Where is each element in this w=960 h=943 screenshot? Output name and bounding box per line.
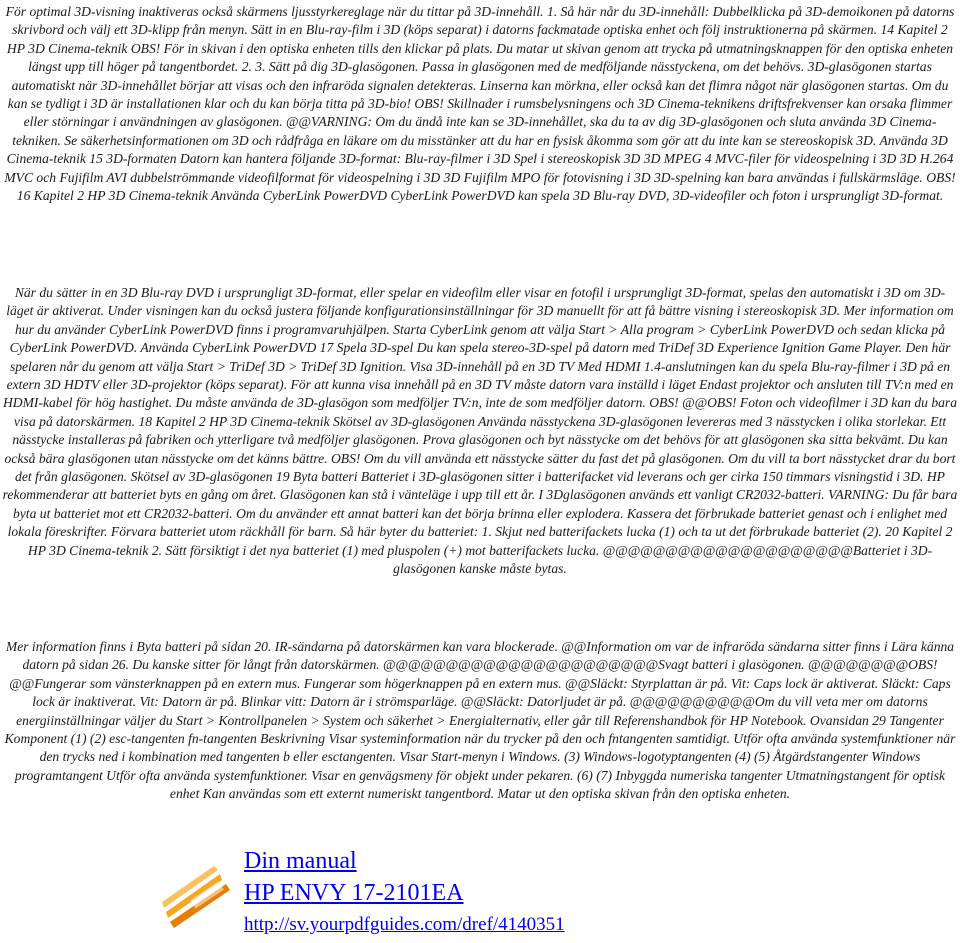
- pdf-guides-logo-icon: [160, 860, 238, 930]
- footer-links: [160, 846, 680, 938]
- model-link[interactable]: HP ENVY 17-2101EA: [244, 880, 464, 906]
- manual-link[interactable]: Din manual: [244, 848, 357, 874]
- url-link[interactable]: http://sv.yourpdfguides.com/dref/4140351: [244, 914, 565, 935]
- text-block-1: För optimal 3D-visning inaktiveras också skärmens ljusstyrkereglage när du tittar på 3D-innehåll. 1. Så här når du 3D-innehåll: Dubbelklicka på 3D-demoikonen på datorns skrivbord och välj ett 3D-klipp från menyn. Sätt in en Blu-ray-film i 3D (köps separat) i datorns fackmatade optiska enhet och följ instruktionerna på skärmen. 14 Kapitel 2 HP 3D Cinema-teknik OBS! För in skivan i den optiska enheten tills den klickar på plats. Du matar ut skivan genom att trycka på utmatningsknappen för den optiska enheten längst upp till höger på tangentbordet. 2. 3. Sätt på dig 3D-glasögonen. Passa in glasögonen med de medföljande nässtyckena, om det behövs. 3D-glasögonen startas automatiskt när 3D-innehållet börjar att visas och den infraröda signalen detekteras. Linserna kan mörkna, eller också kan det flimra något när glasögonen startas. Om du kan se tydligt i 3D är installationen klar och du kan börja titta på 3D-bio! OBS! Skillnader i rumsbelysningens och 3D Cinema-teknikens driftsfrekvenser kan orsaka flimmer eller störningar i användningen av glasögonen. @@VARNING: Om du ändå inte kan se 3D-innehållet, ska du ta av dig 3D-glasögonen och sluta använda 3D Cinema-tekniken. Se säkerhetsinformationen om 3D och rådfråga en läkare om du misstänker att du har en fysisk åkomma som gör att du inte kan se stereoskopisk 3D. Använda 3D Cinema-teknik 15 3D-formaten Datorn kan hantera följande 3D-format: Blu-ray-filmer i 3D Spel i stereoskopisk 3D 3D MPEG 4 MVC-filer för videospelning i 3D 3D H.264 MVC och Fujifilm AVI dubbelströmmande videofilformat för videospelning i 3D 3D Fujifilm MPO för fotovisning i 3D 3D-spelning kan bara användas i fullskärmsläge. OBS! 16 Kapitel 2 HP 3D Cinema-teknik Använda CyberLink PowerDVD CyberLink PowerDVD kan spela 3D Blu-ray DVD, 3D-videofiler och foton i ursprungligt 3D-format.: [4, 4, 956, 204]
- text-block-2: När du sätter in en 3D Blu-ray DVD i ursprungligt 3D-format, eller spelar en videofilm eller visar en fotofil i ursprungligt 3D-format, spelas den automatiskt i 3D om 3D-läget är aktiverat. Under visningen kan du också justera följande konfigurationsinställningar för 3D manuellt för att få bättre visning i stereoskopisk 3D. Mer information om hur du använder CyberLink PowerDVD finns i programvaruhjälpen. Starta CyberLink genom att välja Start > Alla program > CyberLink PowerDVD och sedan klicka på CyberLink PowerDVD. Använda CyberLink PowerDVD 17 Spela 3D-spel Du kan spela stereo-3D-spel på datorn med TriDef 3D Experience Ignition Game Player. Den här spelaren når du genom att välja Start > TriDef 3D > TriDef 3D Ignition. Visa 3D-innehåll på en 3D TV Med HDMI 1.4-anslutningen kan du spela Blu-ray-filmer i 3D på en extern 3D HDTV eller 3D-projektor (köps separat). För att kunna visa innehåll på en 3D TV måste datorn vara inställd i läget Endast projektor och ansluten till TV:n med en HDMI-kabel för hög hastighet. Du måste använda de 3D-glasögon som medföljer TV:n, inte de som medföljer datorn. OBS! @@OBS! Foton och videofilmer i 3D kan du bara visa på datorskärmen. 18 Kapitel 2 HP 3D Cinema-teknik Skötsel av 3D-glasögonen Använda nässtyckena 3D-glasögonen levereras med 3 nässtycken i olika storlekar. Ett nässtycke installeras på fabriken och ytterligare två medföljer glasögonen. Prova glasögonen och byt nässtycke om det behövs för att glasögonen ska sitta bekvämt. Du kan också bära glasögonen utan nässtycke om det känns bättre. OBS! Om du vill använda ett nässtycke sätter du fast det på glasögonen. Om du vill ta bort nässtycket drar du bort det från glasögonen. Skötsel av 3D-glasögonen 19 Byta batteri Batteriet i 3D-glasögonen sitter i batterifacket vid leverans och ger cirka 150 timmars visningstid i 3D. HP rekommenderar att batteriet byts en gång om året. Glasögonen kan stå i vänteläge i upp till ett år. I 3Dglasögonen används ett vanligt CR2032-batteri. VARNING: Du får bara byta ut batteriet mot ett CR2032-batteri. Om du använder ett annat batteri kan det börja brinna eller explodera. Kassera det förbrukade batteriet genast och i enlighet med lokala föreskrifter. Förvara batteriet utom räckhåll för barn. Så här byter du batteriet: 1. Skjut ned batterifackets lucka (1) och ta ut det förbrukade batteriet (2). 20 Kapitel 2 HP 3D Cinema-teknik 2. Sätt försiktigt i det nya batteriet (1) med pluspolen (+) mot batterifackets lucka. @@@@@@@@@@@@@@@@@@@@Batteriet i 3D-glasögonen kanske måste bytas.: [2, 285, 958, 577]
- text-block-3: Mer information finns i Byta batteri på sidan 20. IR-sändarna på datorskärmen kan vara blockerade. @@Information om var de infraröda sändarna sitter finns i Lära känna datorn på sidan 26. Du kanske sitter för långt från datorskärmen. @@@@@@@@@@@@@@@@@@@@@@Svagt batteri i glasögonen. @@@@@@@@OBS! @@Fungerar som vänsterknappen på en extern mus. Fungerar som högerknappen på en extern mus. @@Släckt: Styrplattan är på. Vit: Caps lock är aktiverat. Släckt: Caps lock är inaktiverat. Vit: Datorn är på. Blinkar vitt: Datorn är i strömsparläge. @@Släckt: Datorljudet är på. @@@@@@@@@@Om du vill veta mer om datorns energiinställningar väljer du Start > Kontrollpanelen > System och säkerhet > Energialternativ, eller går till Referenshandbok för HP Notebook. Ovansidan 29 Tangenter Komponent (1) (2) esc-tangenten fn-tangenten Beskrivning Visar systeminformation när du trycker på den och fntangenten samtidigt. Utför ofta använda systemfunktioner när den trycks ned i kombination med tangenten b eller esctangenten. Visar Start-menyn i Windows. (3) Windows-logotyptangenten (4) (5) Åtgärdstangenter Windows programtangent Utför ofta använda systemfunktioner. Visar en genvägsmeny för objekt under pekaren. (6) (7) Inbyggda numeriska tangenter Utmatningstangent för optisk enhet Kan användas som ett externt numeriskt tangentbord. Matar ut den optiska skivan från den optiska enheten.: [4, 639, 956, 802]
